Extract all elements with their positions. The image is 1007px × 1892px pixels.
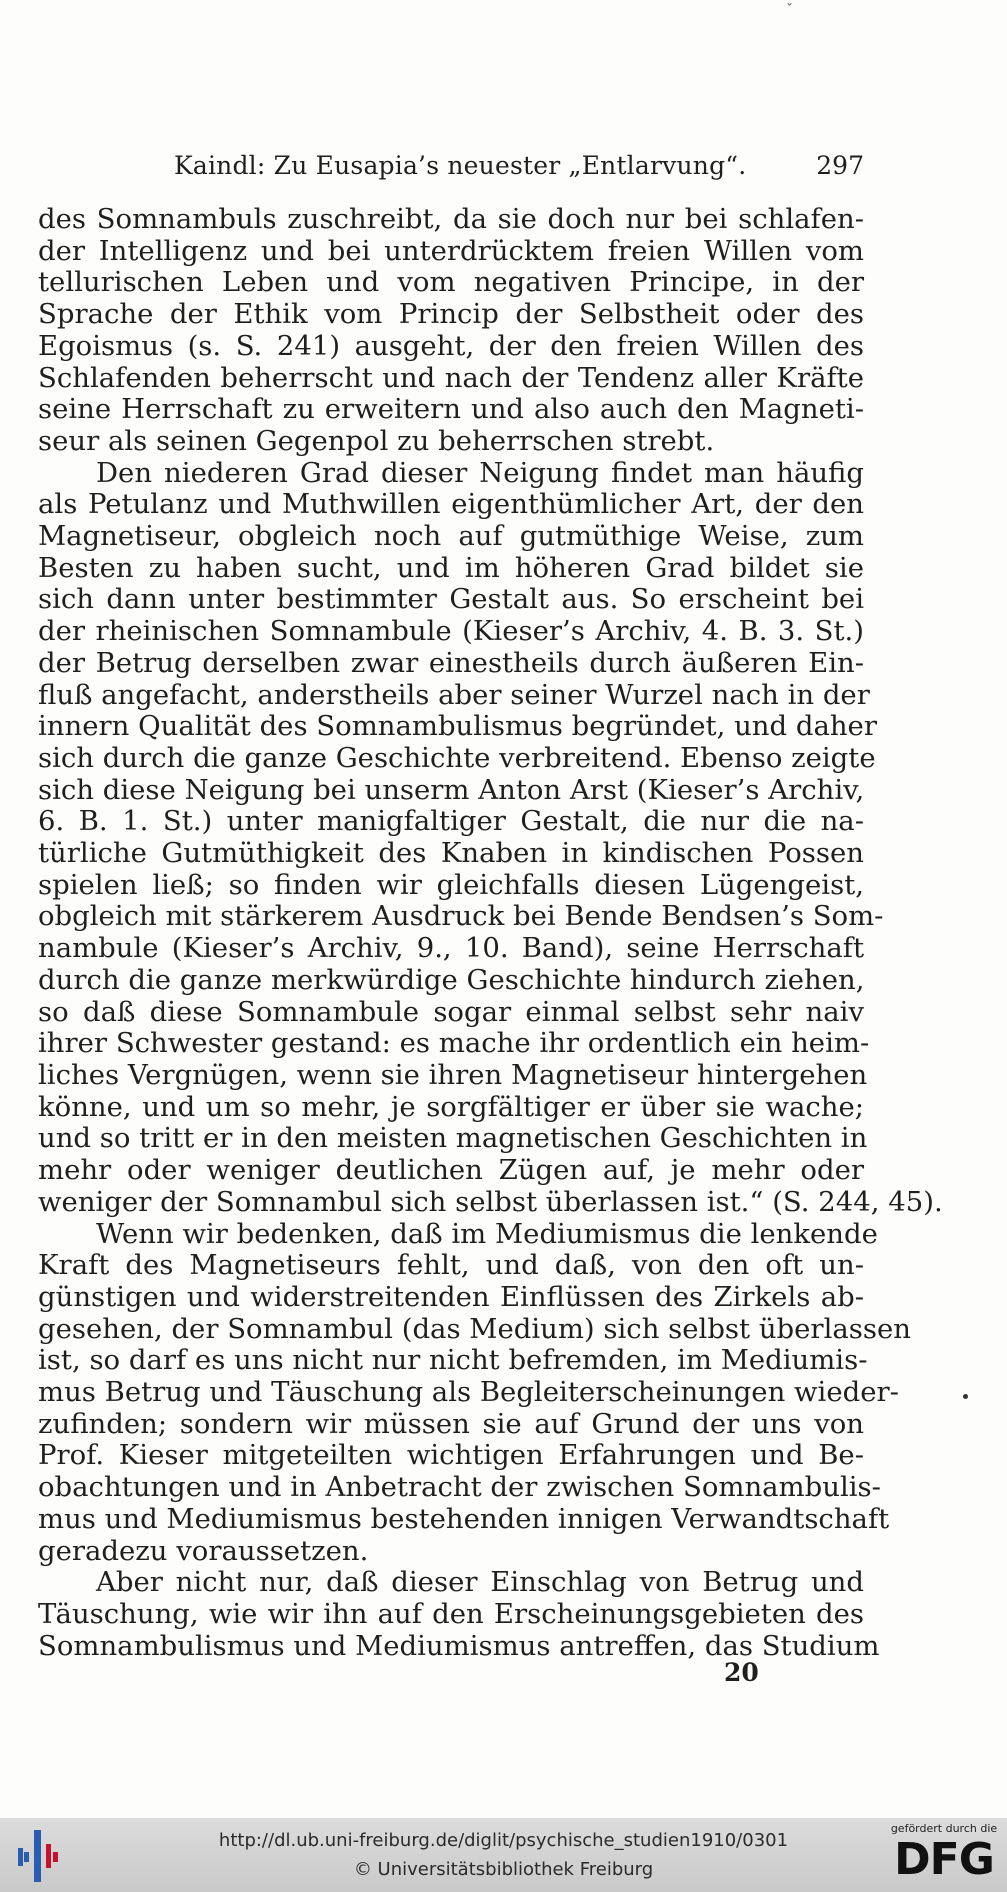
text-line: Magnetiseur, obgleich noch auf gutmüthige Weise, zum xyxy=(38,520,864,553)
text-line: sich dann unter bestimmter Gestalt aus. So erscheint bei xyxy=(38,583,864,616)
text-line: türliche Gutmüthigkeit des Knaben in kindischen Possen xyxy=(38,837,864,870)
paragraph xyxy=(38,456,943,1219)
text-line: und so tritt er in den meisten magnetischen Geschichten in xyxy=(38,1122,868,1155)
footer-copyright: © Universitätsbibliothek Freiburg xyxy=(353,1859,654,1880)
text-line: ihrer Schwester gestand: es mache ihr ordentlich ein heim- xyxy=(38,1027,870,1060)
text-line: günstigen und widerstreitenden Einflüssen des Zirkels ab- xyxy=(38,1280,864,1313)
text-line: obgleich mit stärkerem Ausdruck bei Bende Bendsen’s Som- xyxy=(38,900,884,933)
text-line: Somnambulismus und Mediumismus antreffen, das Studium xyxy=(38,1629,880,1662)
text-line: der rheinischen Somnambule (Kieser’s Archiv, 4. B. 3. St.) xyxy=(38,615,864,648)
text-line: so daß diese Somnambule sogar einmal selbst sehr naiv xyxy=(38,995,864,1028)
text-line: 6. B. 1. St.) unter manigfaltiger Gestalt, die nur die na- xyxy=(38,805,864,838)
text-line: Schlafenden beherrscht und nach der Tendenz aller Kräfte xyxy=(38,361,864,394)
dfg-logo xyxy=(888,1822,1000,1888)
footer-bar xyxy=(0,1818,1007,1892)
paragraph xyxy=(38,1217,911,1568)
scan-speck xyxy=(963,1394,968,1399)
text-line: als Petulanz und Muthwillen eigenthümlicher Art, der den xyxy=(38,488,864,521)
paragraph xyxy=(38,1566,880,1662)
text-line: ist, so darf es uns nicht nur nicht befremden, im Mediumis- xyxy=(38,1344,868,1377)
text-line: Kraft des Magnetiseurs fehlt, und daß, von den oft un- xyxy=(38,1249,864,1282)
body-text xyxy=(38,203,943,1662)
text-line: weniger der Somnambul sich selbst überlassen ist.“ (S. 244, 45). xyxy=(38,1185,943,1218)
text-line: obachtungen und in Anbetracht der zwischen Somnambulis- xyxy=(38,1471,881,1504)
text-line: sich diese Neigung bei unserm Anton Arst (Kieser’s Archiv, xyxy=(38,773,865,806)
text-line: seur als seinen Gegenpol zu beherrschen strebt. xyxy=(38,424,715,457)
page-number: 297 xyxy=(816,151,864,180)
dfg-wordmark: DFG xyxy=(894,1834,994,1885)
dfg-caption: gefördert durch die xyxy=(890,1822,998,1835)
text-line: fluß angefacht, anderstheils aber seiner Wurzel nach in der xyxy=(38,678,870,711)
text-line: Wenn wir bedenken, daß im Mediumismus die lenkende xyxy=(96,1217,878,1250)
text-line: geradezu voraussetzen. xyxy=(38,1534,369,1567)
text-line: nambule (Kieser’s Archiv, 9., 10. Band), seine Herrschaft xyxy=(38,932,864,965)
paragraph xyxy=(38,204,864,458)
text-line: Den niederen Grad dieser Neigung findet man häufig xyxy=(96,456,864,489)
text-line: Prof. Kieser mitgeteilten wichtigen Erfahrungen und Be- xyxy=(38,1439,864,1472)
text-line: Egoismus (s. S. 241) ausgeht, der den freien Willen des xyxy=(38,329,864,362)
text-line: Aber nicht nur, daß dieser Einschlag von Betrug und xyxy=(96,1566,864,1599)
scan-mark: ˇ xyxy=(786,2,793,18)
text-line: mehr oder weniger deutlichen Zügen auf, je mehr oder xyxy=(38,1154,864,1187)
footer-url-link[interactable]: http://dl.ub.uni-freiburg.de/diglit/psychische_studien1910/0301 xyxy=(218,1830,789,1851)
text-line: tellurischen Leben und vom negativen Principe, in der xyxy=(38,266,864,299)
text-line: mus Betrug und Täuschung als Begleiterscheinungen wieder- xyxy=(38,1376,899,1409)
text-line: Täuschung, wie wir ihn auf den Erscheinungsgebieten des xyxy=(38,1597,864,1630)
text-line: liches Vergnügen, wenn sie ihren Magnetiseur hintergehen xyxy=(38,1058,868,1091)
text-line: der Betrug derselben zwar einestheils durch äußeren Ein- xyxy=(38,646,864,679)
text-line: zufinden; sondern wir müssen sie auf Grund der uns von xyxy=(38,1407,864,1440)
text-line: seine Herrschaft zu erweitern und also auch den Magneti- xyxy=(38,393,864,426)
text-line: der Intelligenz und bei unterdrücktem freien Willen vom xyxy=(38,234,864,267)
text-line: des Somnambuls zuschreibt, da sie doch nur bei schlafen- xyxy=(38,203,864,235)
signature-mark: 20 xyxy=(724,1658,759,1687)
running-title: Kaindl: Zu Eusapia’s neuester „Entlarvung“. xyxy=(174,151,747,180)
text-line: Sprache der Ethik vom Princip der Selbstheit oder des xyxy=(38,298,864,331)
text-line: mus und Mediumismus bestehenden innigen Verwandtschaft xyxy=(38,1502,890,1535)
text-line: spielen ließ; so finden wir gleichfalls diesen Lügengeist, xyxy=(38,868,864,901)
text-line: innern Qualität des Somnambulismus begründet, und daher xyxy=(38,710,877,743)
text-line: gesehen, der Somnambul (das Medium) sich selbst überlassen xyxy=(38,1312,911,1345)
text-line: durch die ganze merkwürdige Geschichte hindurch ziehen, xyxy=(38,963,865,996)
text-line: sich durch die ganze Geschichte verbreitend. Ebenso zeigte xyxy=(38,741,876,774)
running-head xyxy=(38,148,864,184)
text-line: Besten zu haben sucht, und im höheren Grad bildet sie xyxy=(38,551,864,584)
text-line: könne, und um so mehr, je sorgfältiger er über sie wache; xyxy=(38,1090,864,1123)
